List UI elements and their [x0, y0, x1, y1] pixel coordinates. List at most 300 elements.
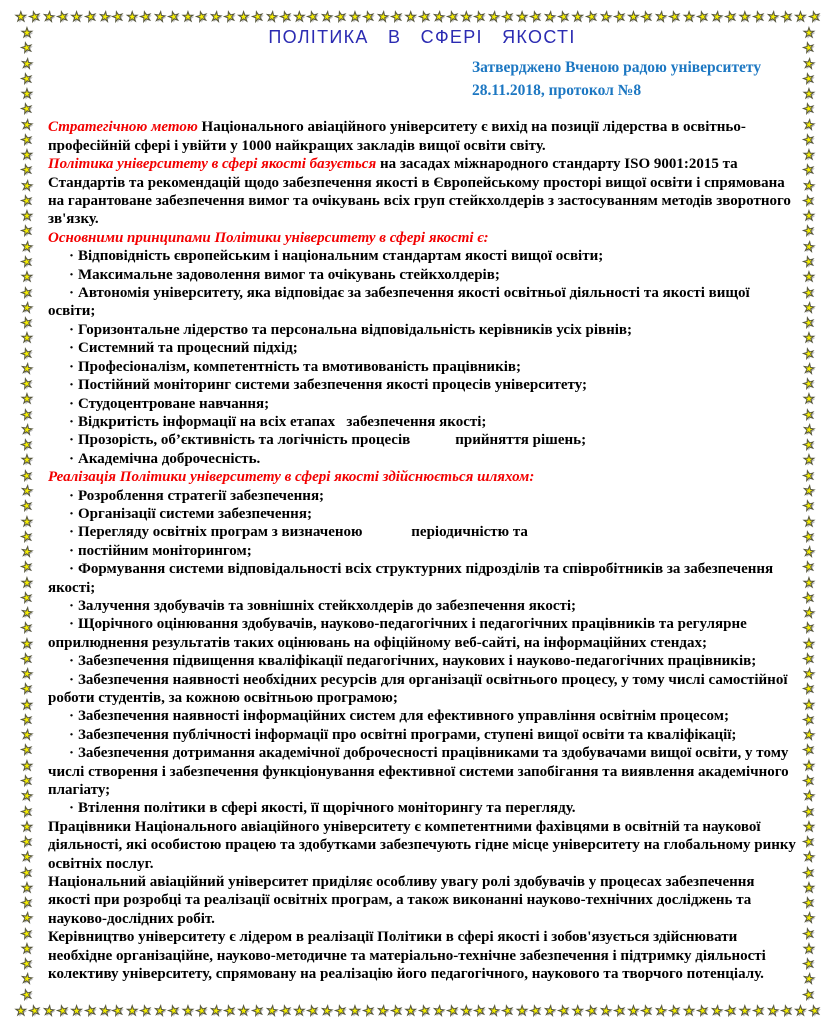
bullet-icon: ·	[69, 542, 75, 559]
bullet-icon: ·	[69, 285, 75, 302]
list-item-text: Відкритість інформації на всіх етапах забезпечення якості;	[78, 413, 487, 430]
star-icon: ★	[333, 1002, 349, 1021]
list-item	[48, 339, 796, 357]
star-icon: ★	[15, 1004, 27, 1019]
closing-section	[48, 818, 796, 984]
star-icon: ★	[801, 436, 817, 455]
star-icon: ★	[803, 148, 815, 164]
star-icon: ★	[19, 131, 35, 150]
star-icon: ★	[55, 1002, 71, 1021]
star-icon: ★	[21, 26, 33, 41]
star-icon: ★	[20, 849, 34, 867]
star-icon: ★	[19, 345, 35, 363]
list-item-text: Забезпечення наявності необхідних ресурсів для організації освітнього процесу, у тому числі самостійної роботи студентів, за кожною освітньою програмою;	[48, 671, 792, 706]
closing-paragraph: Національний авіаційний університет приділяє особливу увагу ролі здобувачів у процесах забезпечення якості при розробці та реалізації освітніх програм, а також виконанні науково-технічних досліджень та науково-дослідних робіт.	[48, 874, 755, 927]
star-icon: ★	[803, 941, 815, 957]
list-item-text: Формування системи відповідальності всіх структурних підрозділів та співробітників за забезпечення якості;	[48, 561, 777, 596]
star-icon: ★	[794, 10, 807, 25]
bullet-icon: ·	[69, 358, 75, 375]
bullet-icon: ·	[69, 505, 75, 522]
star-icon: ★	[710, 9, 724, 26]
star-icon: ★	[801, 223, 817, 241]
star-icon: ★	[802, 361, 816, 378]
star-icon: ★	[667, 8, 683, 27]
star-icon: ★	[803, 209, 815, 225]
bullet-icon: ·	[69, 800, 75, 817]
star-icon: ★	[194, 8, 210, 27]
star-icon: ★	[19, 559, 35, 577]
bullet-icon: ·	[69, 395, 75, 412]
bullet-icon: ·	[69, 726, 75, 743]
star-icon: ★	[639, 8, 655, 27]
star-icon: ★	[802, 605, 816, 622]
star-icon: ★	[194, 1002, 210, 1021]
star-icon: ★	[801, 162, 817, 180]
bullet-icon: ·	[69, 708, 75, 725]
star-icon: ★	[222, 1002, 238, 1021]
list-item	[48, 450, 796, 468]
star-icon: ★	[460, 10, 473, 25]
star-icon: ★	[802, 910, 816, 928]
star-icon: ★	[803, 697, 815, 713]
star-icon: ★	[21, 392, 33, 408]
star-icon: ★	[21, 331, 33, 347]
star-icon: ★	[20, 116, 34, 134]
implementation-list	[48, 487, 796, 818]
star-icon: ★	[277, 8, 293, 27]
paragraph-lead: Стратегічною метою	[48, 119, 198, 136]
star-icon: ★	[19, 192, 35, 211]
list-item	[48, 505, 796, 523]
star-icon: ★	[801, 253, 817, 272]
star-icon: ★	[19, 467, 35, 485]
bullet-icon: ·	[69, 561, 75, 578]
star-icon: ★	[803, 87, 815, 103]
list-item-text: Постійний моніторинг системи забезпечення якості процесів університету;	[78, 377, 588, 394]
star-icon: ★	[801, 406, 817, 424]
star-icon: ★	[110, 8, 126, 27]
star-icon: ★	[138, 8, 154, 27]
star-icon: ★	[765, 9, 780, 26]
star-icon: ★	[801, 192, 817, 211]
star-icon: ★	[19, 528, 35, 546]
star-icon: ★	[801, 284, 817, 302]
list-item	[48, 358, 796, 376]
star-icon: ★	[803, 453, 815, 469]
star-icon: ★	[138, 1002, 154, 1021]
star-icon: ★	[543, 1003, 557, 1020]
star-icon: ★	[264, 9, 279, 26]
star-icon: ★	[500, 1002, 516, 1021]
star-icon: ★	[21, 697, 33, 713]
list-item-text: Залучення здобувачів та зовнішніх стейкхолдерів до забезпечення якості;	[78, 597, 577, 614]
list-item-text: Забезпечення дотримання академічної доброчесності працівниками та здобувачами вищої освіти, у тому числі створення і забезпечення функціонування ефективної системи запобігання та виявлення академічного плагіату;	[48, 745, 793, 799]
star-icon: ★	[710, 1003, 724, 1020]
star-icon: ★	[19, 772, 35, 791]
star-icon: ★	[250, 1002, 265, 1021]
star-icon: ★	[794, 1004, 807, 1019]
list-item	[48, 247, 796, 265]
star-icon: ★	[222, 8, 238, 27]
star-icon: ★	[126, 1004, 139, 1019]
star-icon: ★	[333, 8, 349, 27]
star-icon: ★	[19, 223, 35, 241]
star-icon: ★	[293, 1004, 306, 1019]
bullet-icon: ·	[69, 248, 75, 265]
star-icon: ★	[801, 101, 817, 119]
star-icon: ★	[21, 636, 33, 652]
star-icon: ★	[41, 1003, 56, 1020]
star-icon: ★	[738, 10, 751, 25]
star-icon: ★	[19, 101, 35, 119]
star-icon: ★	[82, 8, 98, 27]
star-icon: ★	[667, 1002, 683, 1021]
bullet-icon: ·	[69, 597, 75, 614]
star-icon: ★	[20, 55, 34, 73]
list-item-text: Перегляду освітніх програм з визначеною періодичністю та	[78, 524, 528, 541]
star-icon: ★	[19, 253, 35, 272]
star-icon: ★	[695, 8, 711, 27]
star-icon: ★	[19, 650, 35, 669]
star-icon: ★	[19, 864, 35, 882]
star-icon: ★	[803, 758, 815, 774]
star-icon: ★	[153, 9, 167, 26]
star-icon: ★	[320, 9, 334, 26]
bullet-icon: ·	[69, 450, 75, 467]
star-icon: ★	[516, 10, 528, 25]
star-icon: ★	[19, 833, 35, 852]
list-item	[48, 523, 796, 541]
star-icon: ★	[126, 10, 139, 25]
principles-list	[48, 247, 796, 468]
star-icon: ★	[208, 1003, 223, 1020]
bullet-icon: ·	[69, 745, 75, 762]
star-icon: ★	[21, 87, 33, 103]
star-icon: ★	[801, 559, 817, 577]
list-item-text: Забезпечення наявності інформаційних систем для ефективного управління освітнім процесом;	[78, 708, 729, 725]
star-icon: ★	[19, 498, 35, 516]
star-icon: ★	[803, 575, 815, 591]
star-icon: ★	[21, 758, 33, 774]
star-border-right	[799, 27, 819, 1002]
star-icon: ★	[801, 528, 817, 546]
star-icon: ★	[801, 620, 817, 638]
bullet-icon: ·	[69, 432, 75, 449]
star-icon: ★	[20, 971, 34, 989]
star-icon: ★	[19, 681, 35, 699]
intro-section	[48, 118, 796, 228]
star-icon: ★	[801, 40, 817, 58]
bullet-icon: ·	[69, 487, 75, 504]
star-icon: ★	[803, 331, 815, 347]
star-icon: ★	[19, 589, 35, 608]
star-icon: ★	[444, 8, 460, 27]
star-icon: ★	[19, 956, 35, 974]
star-icon: ★	[803, 819, 815, 835]
star-icon: ★	[802, 727, 816, 744]
star-icon: ★	[97, 1003, 112, 1020]
star-icon: ★	[801, 864, 817, 882]
star-icon: ★	[320, 1003, 334, 1020]
star-icon: ★	[801, 345, 817, 363]
paragraph-lead: Політика університету в сфері якості базується	[48, 156, 377, 173]
star-icon: ★	[19, 742, 35, 760]
star-icon: ★	[803, 514, 815, 530]
star-icon: ★	[21, 880, 33, 896]
star-icon: ★	[801, 925, 817, 943]
star-icon: ★	[802, 666, 816, 683]
star-icon: ★	[182, 1004, 194, 1019]
star-icon: ★	[166, 8, 182, 27]
star-icon: ★	[361, 1002, 377, 1021]
bullet-icon: ·	[69, 321, 75, 338]
star-icon: ★	[472, 8, 488, 27]
star-icon: ★	[20, 422, 34, 439]
star-icon: ★	[801, 833, 817, 852]
paragraph-text: на засадах міжнародного стандарту ISO 9001:2015 та Стандартів та рекомендацій щодо забезпечення якості в Європейському просторі вищої освіти і спрямована на гарантоване забезпечення вимог та очікувань всіх груп стейкхолдерів з застосуванням методів зворотного зв'язку.	[48, 156, 791, 228]
list-item-text: Прозорість, об’єктивність та логічність процесів прийняття рішень;	[78, 432, 587, 449]
bullet-icon: ·	[69, 413, 75, 430]
star-icon: ★	[389, 1002, 405, 1021]
star-border-top	[15, 9, 821, 26]
star-icon: ★	[20, 300, 34, 317]
star-icon: ★	[598, 9, 613, 26]
star-icon: ★	[305, 8, 321, 27]
star-icon: ★	[70, 10, 83, 25]
star-icon: ★	[801, 375, 817, 394]
list-item-text: Організації системи забезпечення;	[78, 505, 312, 522]
star-icon: ★	[801, 70, 817, 88]
star-border-bottom	[15, 1003, 821, 1020]
star-icon: ★	[166, 1002, 182, 1021]
list-item	[48, 395, 796, 413]
star-icon: ★	[571, 10, 584, 25]
star-icon: ★	[801, 803, 817, 821]
star-icon: ★	[27, 8, 43, 27]
star-icon: ★	[349, 10, 361, 25]
star-icon: ★	[802, 971, 816, 989]
star-icon: ★	[20, 361, 34, 378]
bullet-icon: ·	[69, 340, 75, 357]
star-icon: ★	[611, 1002, 627, 1021]
list-item	[48, 321, 796, 339]
star-icon: ★	[803, 392, 815, 408]
star-icon: ★	[639, 1002, 655, 1021]
star-icon: ★	[19, 986, 35, 1004]
star-icon: ★	[375, 9, 390, 26]
star-icon: ★	[500, 8, 516, 27]
star-icon: ★	[801, 314, 817, 333]
list-item-text: Щорічного оцінювання здобувачів, науково-педагогічних і педагогічних працівників та регулярне оприлюднення результатів таких оцінювань на офіційному веб-сайті, на інформаційних стендах;	[48, 616, 751, 651]
star-icon: ★	[765, 1003, 780, 1020]
star-icon: ★	[27, 1002, 43, 1021]
star-icon: ★	[803, 880, 815, 896]
star-icon: ★	[21, 270, 33, 286]
star-icon: ★	[389, 8, 405, 27]
star-icon: ★	[110, 1002, 126, 1021]
star-icon: ★	[801, 772, 817, 791]
star-icon: ★	[15, 10, 27, 25]
list-item	[48, 266, 796, 284]
list-item	[48, 799, 796, 817]
star-icon: ★	[20, 238, 34, 256]
star-icon: ★	[528, 8, 544, 27]
star-icon: ★	[277, 1002, 293, 1021]
approval-line-2: 28.11.2018, протокол №8	[472, 82, 642, 100]
star-icon: ★	[20, 605, 34, 622]
star-icon: ★	[460, 1004, 473, 1019]
page-title: ПОЛІТИКА В СФЕРІ ЯКОСТІ	[268, 27, 576, 47]
star-icon: ★	[571, 1004, 584, 1019]
list-item	[48, 284, 796, 321]
star-icon: ★	[723, 8, 739, 27]
star-icon: ★	[487, 9, 501, 26]
star-icon: ★	[654, 9, 669, 26]
star-icon: ★	[19, 406, 35, 424]
list-item	[48, 560, 796, 597]
star-icon: ★	[803, 270, 815, 286]
star-icon: ★	[21, 209, 33, 225]
star-icon: ★	[611, 8, 627, 27]
star-icon: ★	[361, 8, 377, 27]
list-item-text: Забезпечення підвищення кваліфікації педагогічних, наукових і науково-педагогічних працівників;	[78, 653, 757, 670]
star-icon: ★	[417, 1002, 433, 1021]
star-icon: ★	[250, 8, 265, 27]
star-icon: ★	[21, 453, 33, 469]
document-content	[48, 26, 796, 984]
list-item-text: Академічна доброчесність.	[78, 450, 261, 467]
bullet-icon: ·	[69, 266, 75, 283]
star-icon: ★	[20, 177, 34, 195]
star-icon: ★	[20, 666, 34, 683]
star-icon: ★	[417, 8, 433, 27]
list-item	[48, 413, 796, 431]
star-icon: ★	[153, 1003, 167, 1020]
star-icon: ★	[801, 742, 817, 760]
list-item	[48, 431, 796, 449]
star-icon: ★	[695, 1002, 711, 1021]
star-icon: ★	[41, 9, 56, 26]
star-icon: ★	[802, 238, 816, 256]
star-icon: ★	[723, 1002, 739, 1021]
star-icon: ★	[19, 40, 35, 58]
star-icon: ★	[472, 1002, 488, 1021]
star-icon: ★	[19, 162, 35, 180]
list-item	[48, 597, 796, 615]
star-icon: ★	[19, 436, 35, 455]
star-icon: ★	[779, 1002, 795, 1021]
star-icon: ★	[803, 26, 815, 41]
list-item	[48, 376, 796, 394]
approval-note	[472, 56, 796, 102]
star-icon: ★	[528, 1002, 544, 1021]
star-icon: ★	[19, 894, 35, 913]
star-icon: ★	[543, 9, 557, 26]
star-icon: ★	[431, 1003, 446, 1020]
star-icon: ★	[802, 177, 816, 195]
bullet-icon: ·	[69, 671, 75, 688]
star-icon: ★	[444, 1002, 460, 1021]
closing-paragraph: Працівники Національного авіаційного університету є компетентними фахівцями в освітній та наукової діяльності, які особистою працею та здобутками забезпечують гідне місце університету на глобальному ринку освітніх послуг.	[48, 818, 796, 872]
list-item-text: Професіоналізм, компетентність та вмотивованість працівників;	[78, 358, 521, 375]
star-icon: ★	[19, 284, 35, 302]
list-item-text: Розроблення стратегії забезпечення;	[78, 487, 325, 504]
star-icon: ★	[801, 498, 817, 516]
list-item-text: Студоцентроване навчання;	[78, 395, 270, 412]
star-icon: ★	[802, 788, 816, 806]
star-icon: ★	[19, 925, 35, 943]
star-icon: ★	[802, 849, 816, 867]
star-icon: ★	[182, 10, 194, 25]
star-icon: ★	[556, 1002, 572, 1021]
star-icon: ★	[305, 1002, 321, 1021]
star-icon: ★	[20, 727, 34, 744]
star-icon: ★	[208, 9, 223, 26]
star-icon: ★	[779, 8, 795, 27]
star-icon: ★	[487, 1003, 501, 1020]
star-icon: ★	[801, 650, 817, 669]
star-icon: ★	[654, 1003, 669, 1020]
star-icon: ★	[802, 422, 816, 439]
star-icon: ★	[97, 9, 112, 26]
star-icon: ★	[801, 589, 817, 608]
list-item	[48, 744, 796, 799]
star-icon: ★	[21, 941, 33, 957]
star-icon: ★	[19, 620, 35, 638]
star-icon: ★	[801, 131, 817, 150]
star-icon: ★	[20, 544, 34, 561]
star-icon: ★	[598, 1003, 613, 1020]
star-icon: ★	[803, 636, 815, 652]
closing-paragraph: Керівництво університету є лідером в реалізації Політики в сфері якості і зобов'язується здійснювати необхідне організаційне, науково-методичне та матеріально-технічне забезпечення і підтримку діяльності колективу університету, спрямовану на реалізацію його педагогічного, наукового та творчого потенціалу.	[48, 929, 766, 983]
star-icon: ★	[802, 116, 816, 134]
list-item-text: Втілення політики в сфері якості, її щорічного моніторингу та перегляду.	[78, 800, 576, 817]
star-icon: ★	[806, 1002, 822, 1021]
star-icon: ★	[802, 55, 816, 73]
star-icon: ★	[20, 910, 34, 928]
star-icon: ★	[237, 1004, 250, 1019]
list-item	[48, 671, 796, 708]
star-icon: ★	[516, 1004, 528, 1019]
star-icon: ★	[264, 1003, 279, 1020]
star-icon: ★	[237, 10, 250, 25]
bullet-icon: ·	[69, 377, 75, 394]
list-item-text: Горизонтальне лідерство та персональна відповідальність керівників усіх рівнів;	[78, 321, 633, 338]
approval-line-1: Затверджено Вченою радою університету	[472, 59, 762, 77]
star-icon: ★	[738, 1004, 751, 1019]
star-icon: ★	[584, 1002, 600, 1021]
star-icon: ★	[21, 575, 33, 591]
bullet-icon: ·	[69, 653, 75, 670]
bullet-icon: ·	[69, 524, 75, 541]
list-item	[48, 652, 796, 670]
star-icon: ★	[801, 986, 817, 1004]
star-icon: ★	[751, 1002, 767, 1021]
principles-heading: Основними принципами Політики університету в сфері якості є:	[48, 229, 489, 246]
star-icon: ★	[404, 10, 417, 25]
star-icon: ★	[21, 148, 33, 164]
star-icon: ★	[751, 8, 767, 27]
list-item-text: постійним моніторингом;	[78, 542, 252, 559]
star-icon: ★	[375, 1003, 390, 1020]
star-icon: ★	[19, 711, 35, 730]
list-item	[48, 542, 796, 560]
star-icon: ★	[801, 467, 817, 485]
star-icon: ★	[293, 10, 306, 25]
star-icon: ★	[20, 788, 34, 806]
star-icon: ★	[70, 1004, 83, 1019]
star-icon: ★	[19, 375, 35, 394]
